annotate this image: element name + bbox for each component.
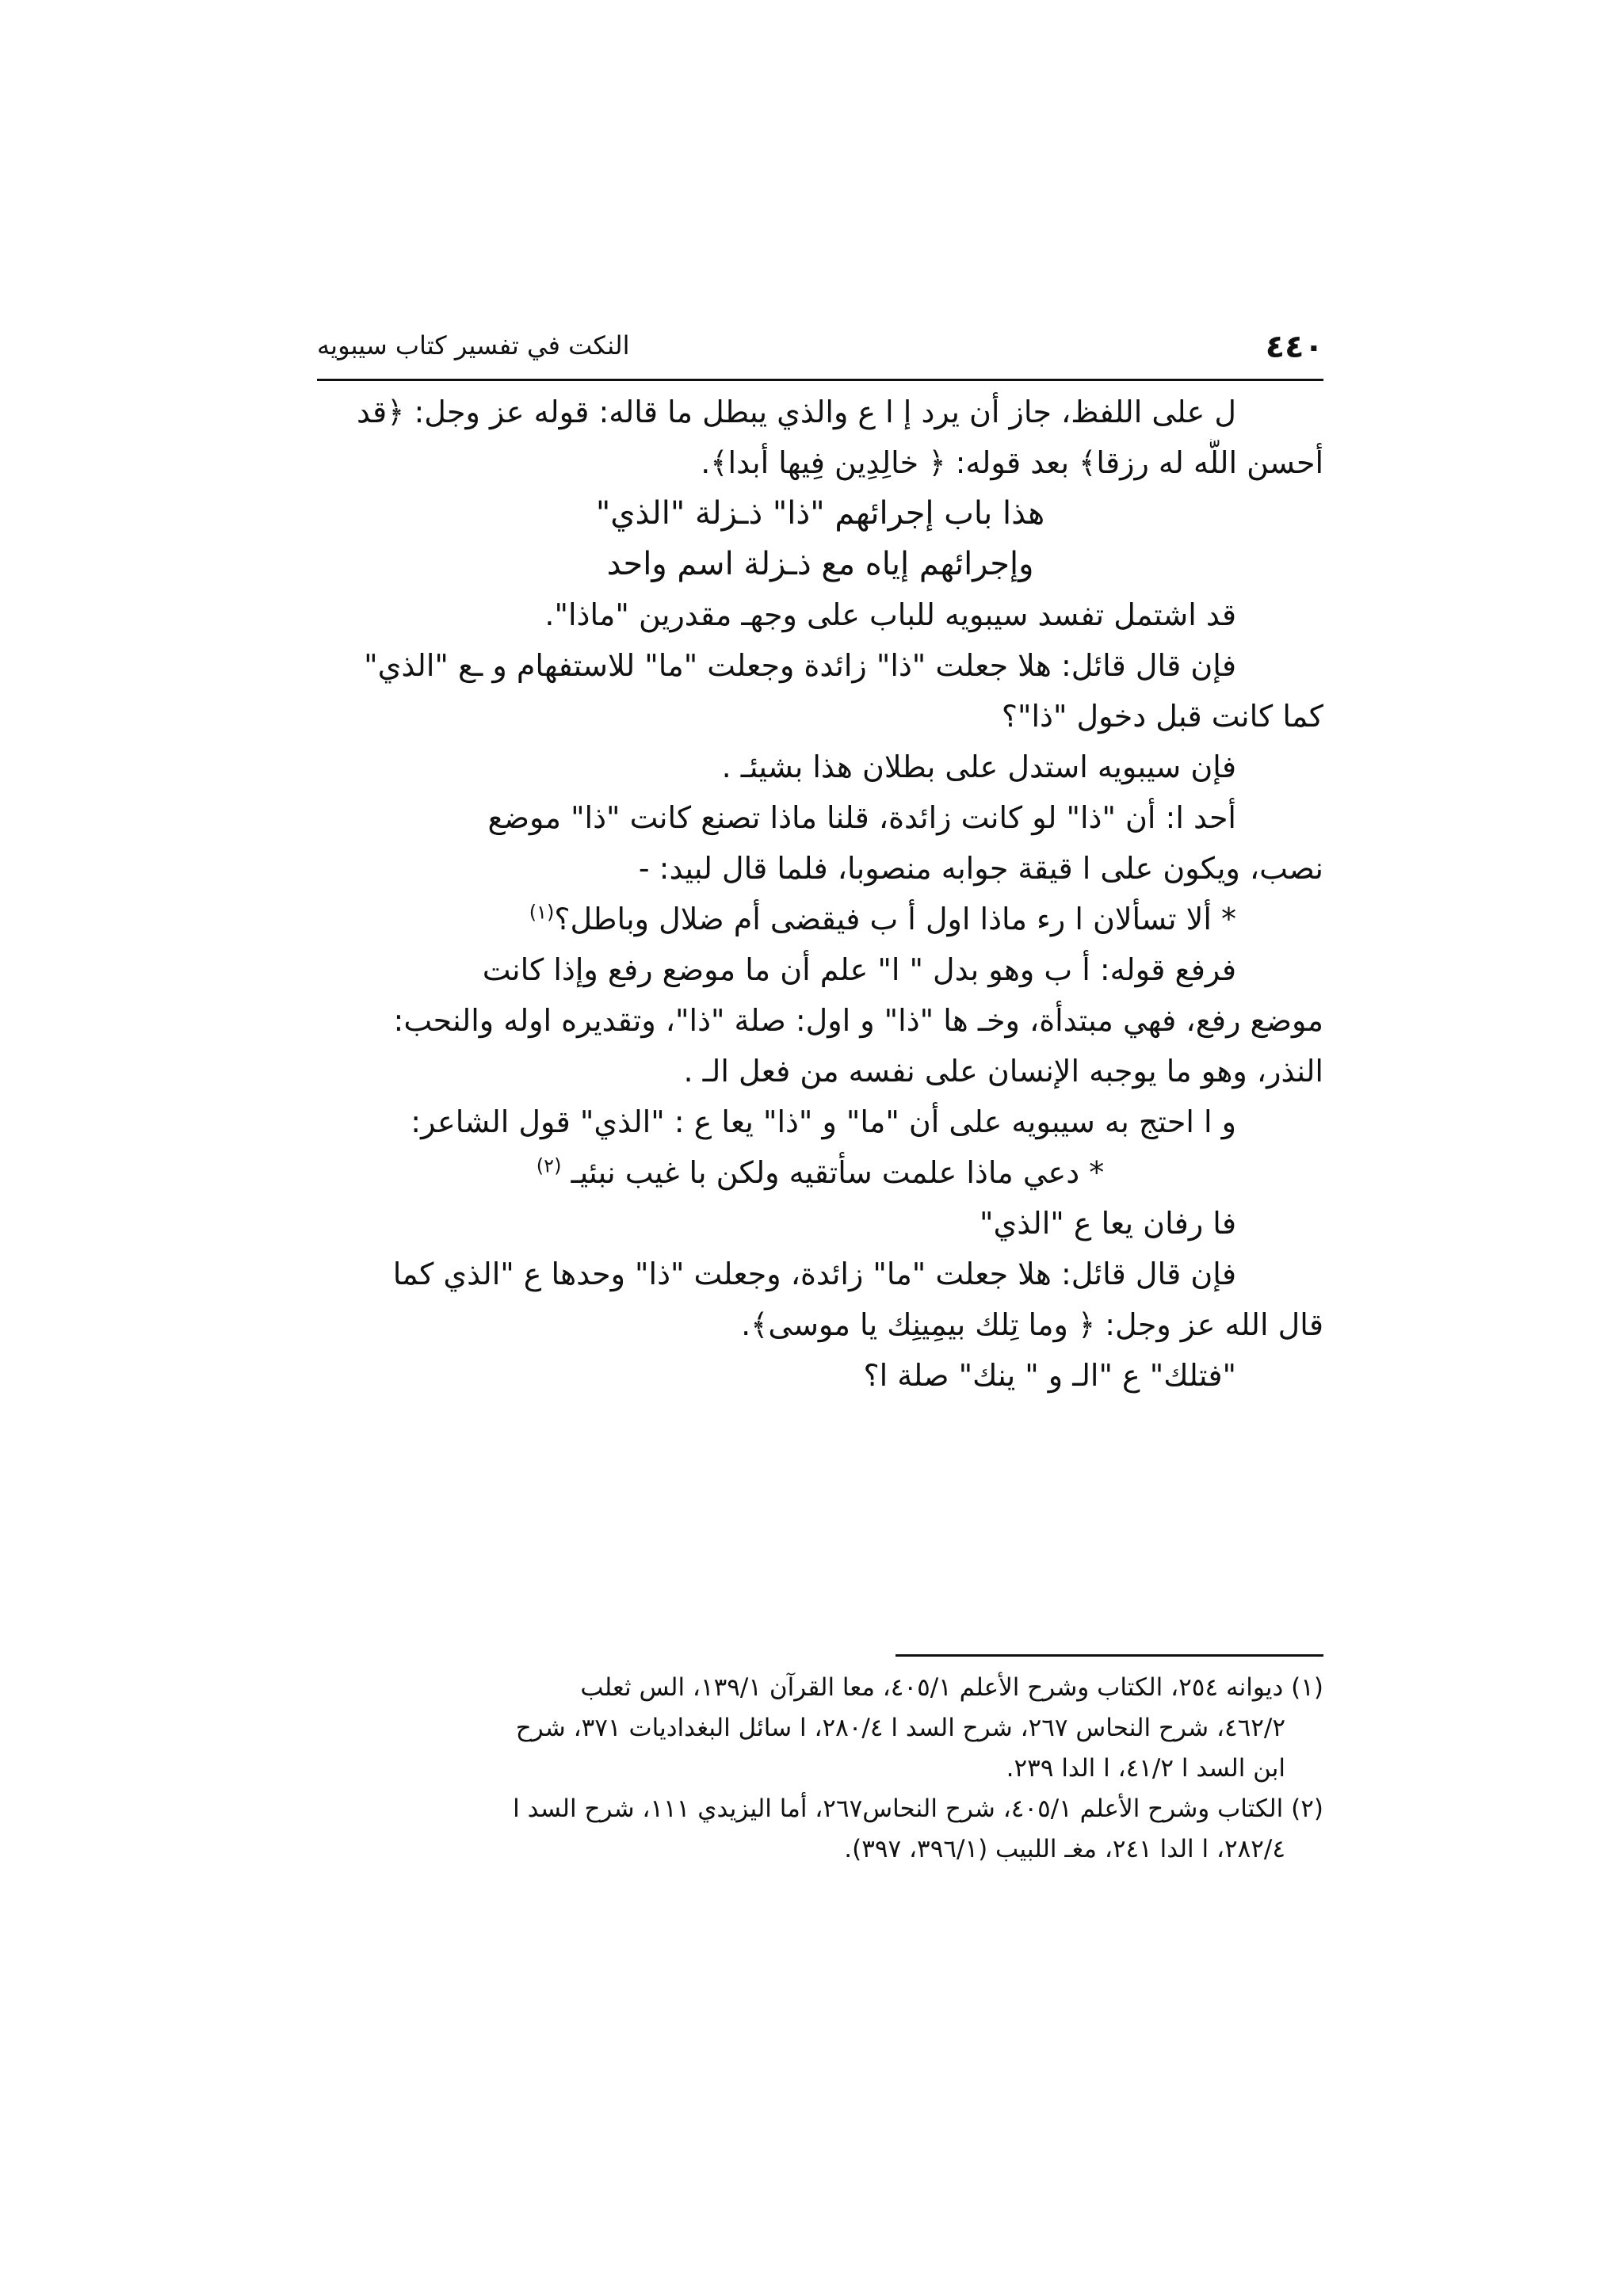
- header-rule: [317, 379, 1323, 381]
- footnotes: [317, 1668, 1323, 1870]
- text-line: فا رفان يعا ع "الذي": [979, 1206, 1236, 1241]
- verse-text: * ألا تسألان ا رء ماذا اول أ ب فيقضى أم ضلال وباطل؟: [554, 902, 1236, 936]
- footnote-ref-1: (١): [529, 901, 555, 924]
- text-line: النذر، وهو ما يوجبه الإنسان على نفسه من فعل الـ .: [683, 1054, 1323, 1089]
- chapter-heading-line-1: هذا باب إجرائهم "ذا" ذـزلة "الذي": [595, 495, 1045, 532]
- text-line: أحد ا: أن "ذا" لو كانت زائدة، قلنا ماذا تصنع كانت "ذا" موضع: [487, 800, 1236, 835]
- text-line: فإن سيبويه استدل على بطلان هذا بشيئـ .: [721, 749, 1236, 784]
- text-line: قد اشتمل تفسد سيبويه للباب على وجهـ مقدرين "ماذا".: [544, 597, 1236, 632]
- page-number: ٤٤٠: [1265, 329, 1323, 365]
- footnote-1-line: ٤٦٢/٢، شرح النحاس ٢٦٧، شرح السد ا ٢٨٠/٤، ا سائل البغداديات ٣٧١، شرح: [515, 1714, 1285, 1742]
- verse-text: * دعي ماذا علمت سأتقيه ولكن با غيب نبئيـ: [571, 1155, 1105, 1190]
- footnote-separator: [896, 1654, 1323, 1657]
- footnote-ref-2: (٢): [536, 1154, 562, 1177]
- text-line: فإن قال قائل: هلا جعلت "ما" زائدة، وجعلت "ذا" وحدها ع "الذي كما: [392, 1257, 1236, 1291]
- text-line: نصب، ويكون على ا قيقة جوابه منصوبا، فلما قال لبيد: -: [638, 851, 1323, 886]
- main-text: [317, 388, 1323, 1402]
- footnote-2-line: (٢) الكتاب وشرح الأعلم ٤٠٥/١، شرح النحاس٢٦٧، أما اليزيدي ١١١، شرح السد ا: [513, 1794, 1323, 1823]
- running-title: النكت في تفسير كتاب سيبويه: [317, 330, 630, 360]
- footnote-1-line: ابن السد ا ٤١/٢، ا الدا ٢٣٩.: [1006, 1754, 1285, 1783]
- running-header: [317, 321, 1323, 376]
- text-line: أحسن اللَّه له رزقا﴾ بعد قوله: ﴿ خالِدِين فِيها أبدا﴾.: [701, 445, 1323, 480]
- text-line: فرفع قوله: أ ب وهو بدل " ا" علم أن ما موضع رفع وإذا كانت: [482, 952, 1236, 987]
- verse-line-2: [317, 1149, 1323, 1199]
- verse-line-1: [317, 895, 1323, 946]
- footnote-1-line: (١) ديوانه ٢٥٤، الكتاب وشرح الأعلم ٤٠٥/١، معا القرآن ١٣٩/١، الس ثعلب: [580, 1673, 1323, 1702]
- text-line: كما كانت قبل دخول "ذا"؟: [1001, 699, 1323, 734]
- text-line: موضع رفع، فهي مبتدأة، وخـ ها "ذا" و اول: صلة "ذا"، وتقديره اوله والنحب:: [393, 1003, 1323, 1038]
- text-line: ل على اللفظ، جاز أن يرد إ ا ع والذي يبطل ما قاله: قوله عز وجل: ﴿قد: [357, 395, 1236, 429]
- text-line: فإن قال قائل: هلا جعلت "ذا" زائدة وجعلت "ما" للاستفهام و ـع "الذي": [364, 648, 1236, 683]
- text-line: قال الله عز وجل: ﴿ وما تِلك بيمِينِك يا موسى﴾.: [741, 1307, 1323, 1342]
- chapter-heading-line-2: وإجرائهم إياه مع ذـزلة اسم واحد: [606, 546, 1034, 582]
- text-line: و ا احتج به سيبويه على أن "ما" و "ذا" يعا ع : "الذي" قول الشاعر:: [411, 1104, 1236, 1139]
- text-line: "فتلك" ع "الـ و " ينك" صلة ا؟: [863, 1358, 1236, 1393]
- footnote-2-line: ٢٨٢/٤، ا الدا ٢٤١، مغـ اللبيب (٣٩٦/١، ٣٩٧).: [844, 1835, 1285, 1863]
